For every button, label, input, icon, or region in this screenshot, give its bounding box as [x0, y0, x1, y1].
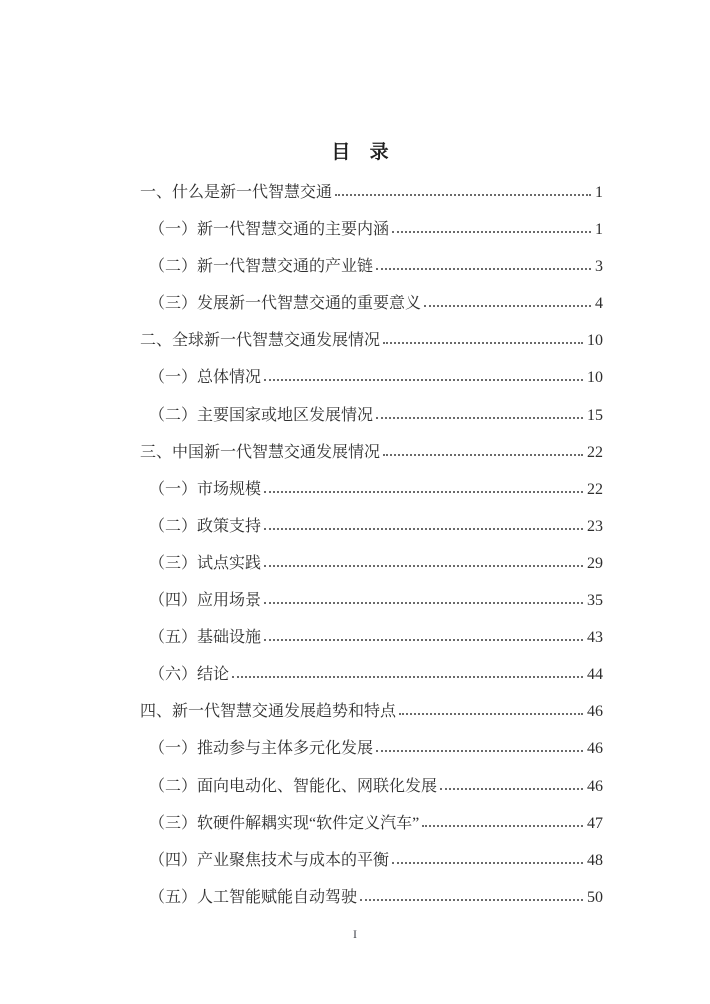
toc-entry[interactable]	[140, 285, 603, 322]
toc-entry-page: 15	[587, 406, 603, 424]
toc-entry-label: （二）新一代智慧交通的产业链	[149, 258, 374, 276]
toc-entry[interactable]	[140, 397, 603, 434]
toc-entry-label: （六）结论	[149, 666, 230, 684]
toc-entry-page: 29	[587, 554, 603, 572]
toc-entry-page: 1	[595, 221, 603, 239]
toc-entry-label: 二、全球新一代智慧交通发展情况	[140, 332, 381, 350]
dot-leader	[264, 379, 583, 381]
toc-entry[interactable]	[140, 211, 603, 248]
toc-entry-label: （四）应用场景	[149, 592, 262, 610]
dot-leader	[392, 231, 591, 233]
toc-entry-page: 10	[587, 369, 603, 387]
toc-entry-page: 4	[595, 295, 603, 313]
toc-entry[interactable]	[140, 730, 603, 767]
dot-leader	[399, 713, 583, 715]
toc-entry-label: （三）试点实践	[149, 554, 262, 572]
dot-leader	[335, 194, 591, 196]
dot-leader	[264, 639, 583, 641]
toc-entry-page: 22	[587, 480, 603, 498]
toc-entry-label: 一、什么是新一代智慧交通	[140, 184, 333, 201]
toc-entry[interactable]	[140, 656, 603, 693]
dot-leader	[424, 305, 591, 307]
dot-leader	[264, 602, 583, 604]
page-footer	[0, 926, 710, 942]
toc-entry-label: （五）基础设施	[149, 629, 262, 647]
toc-entry-label: （二）政策支持	[149, 517, 262, 535]
toc-entry[interactable]	[140, 805, 603, 842]
toc-entry-page: 44	[587, 666, 603, 684]
table-of-contents	[140, 138, 603, 916]
toc-entry-page: 50	[587, 888, 603, 906]
dot-leader	[376, 417, 583, 419]
toc-entry-label: （四）产业聚焦技术与成本的平衡	[149, 851, 390, 869]
toc-entry-page: 46	[587, 740, 603, 758]
toc-entry[interactable]	[140, 359, 603, 396]
dot-leader	[440, 788, 583, 790]
toc-entry[interactable]	[140, 174, 603, 211]
toc-entry-page: 48	[587, 851, 603, 869]
dot-leader	[376, 750, 583, 752]
toc-entry-label: 三、中国新一代智慧交通发展情况	[140, 443, 381, 461]
toc-entry-label: 四、新一代智慧交通发展趋势和特点	[140, 703, 397, 721]
dot-leader	[376, 268, 591, 270]
toc-entry[interactable]	[140, 768, 603, 805]
toc-entry-label: （三）软硬件解耦实现“软件定义汽车”	[149, 814, 420, 832]
toc-entry-page: 46	[587, 777, 603, 795]
dot-leader	[383, 454, 583, 456]
toc-entry-label: （一）新一代智慧交通的主要内涵	[149, 221, 390, 239]
toc-entry-page: 1	[595, 184, 603, 201]
toc-entry-page: 43	[587, 629, 603, 647]
toc-entry-page: 47	[587, 814, 603, 832]
dot-leader	[264, 528, 583, 530]
toc-entry-page: 3	[595, 258, 603, 276]
dot-leader	[232, 676, 583, 678]
toc-entry[interactable]	[140, 248, 603, 285]
toc-entry-label: （二）主要国家或地区发展情况	[149, 406, 374, 424]
toc-entry[interactable]	[140, 619, 603, 656]
toc-entry[interactable]	[140, 471, 603, 508]
toc-entry-label: （五）人工智能赋能自动驾驶	[149, 888, 358, 906]
toc-entry[interactable]	[140, 582, 603, 619]
dot-leader	[383, 342, 583, 344]
toc-entry-label: （二）面向电动化、智能化、网联化发展	[149, 777, 438, 795]
toc-entry-page: 35	[587, 592, 603, 610]
dot-leader	[360, 899, 583, 901]
toc-entry[interactable]	[140, 879, 603, 916]
toc-entry-label: （一）总体情况	[149, 369, 262, 387]
toc-entry-label: （一）推动参与主体多元化发展	[149, 740, 374, 758]
dot-leader	[422, 825, 583, 827]
toc-title: 目 录	[331, 142, 389, 163]
dot-leader	[264, 491, 583, 493]
toc-entry-label: （三）发展新一代智慧交通的重要意义	[149, 295, 422, 313]
toc-entry[interactable]	[140, 434, 603, 471]
toc-entries	[140, 174, 603, 916]
toc-entry[interactable]	[140, 693, 603, 730]
toc-entry-page: 10	[587, 332, 603, 350]
toc-entry-label: （一）市场规模	[149, 480, 262, 498]
dot-leader	[392, 862, 583, 864]
toc-entry[interactable]	[140, 545, 603, 582]
toc-entry[interactable]	[140, 842, 603, 879]
toc-entry-page: 22	[587, 443, 603, 461]
dot-leader	[264, 565, 583, 567]
toc-entry-page: 23	[587, 517, 603, 535]
toc-entry[interactable]	[140, 508, 603, 545]
toc-entry-page: 46	[587, 703, 603, 721]
page-number: I	[353, 927, 357, 941]
toc-entry[interactable]	[140, 322, 603, 359]
